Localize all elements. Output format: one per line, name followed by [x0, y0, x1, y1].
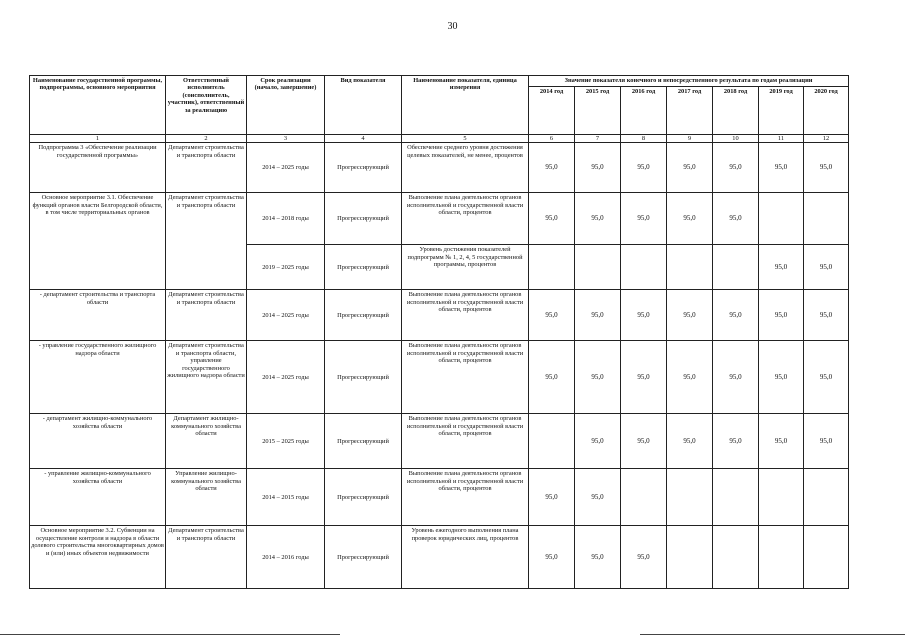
header-term: Срок реализации (начало, завершение) [247, 76, 325, 135]
column-number: 1 [30, 135, 166, 143]
value-cell: 95,0 [621, 526, 667, 589]
indicator-name-cell: Выполнение плана деятельности органов исполнительной и государственной власти области, процентов [402, 290, 529, 341]
column-number: 4 [325, 135, 402, 143]
value-cell [759, 469, 804, 526]
value-cell: 95,0 [759, 414, 804, 469]
value-cell [575, 245, 621, 290]
value-cell: 95,0 [575, 143, 621, 193]
column-number: 2 [166, 135, 247, 143]
table-row [30, 526, 849, 589]
value-cell: 95,0 [759, 245, 804, 290]
value-cell [621, 245, 667, 290]
scan-edge-line [0, 634, 340, 635]
indicator-name-cell: Выполнение плана деятельности органов исполнительной и государственной власти области, процентов [402, 193, 529, 245]
indicator-name-cell: Уровень достижения показателей подпрограмм № 1, 2, 4, 5 государственной программы, процентов [402, 245, 529, 290]
page-number: 30 [447, 21, 458, 32]
indicator-type-cell: Прогрессирующий [325, 469, 402, 526]
program-name-cell: Подпрограмма 3 «Обеспечение реализации государственной программы» [30, 143, 166, 193]
value-cell [804, 526, 849, 589]
header-year: 2019 год [759, 87, 804, 135]
header-year: 2016 год [621, 87, 667, 135]
term-cell: 2014 – 2025 годы [247, 341, 325, 414]
term-cell: 2014 – 2015 годы [247, 469, 325, 526]
header-year: 2017 год [667, 87, 713, 135]
value-cell: 95,0 [621, 143, 667, 193]
program-name-cell: - управление жилищно-коммунального хозяйства области [30, 469, 166, 526]
value-cell: 95,0 [575, 526, 621, 589]
value-cell [529, 414, 575, 469]
value-cell: 95,0 [804, 341, 849, 414]
indicator-name-cell: Выполнение плана деятельности органов исполнительной и государственной власти области, процентов [402, 414, 529, 469]
value-cell: 95,0 [529, 341, 575, 414]
value-cell: 95,0 [575, 290, 621, 341]
indicator-type-cell: Прогрессирующий [325, 414, 402, 469]
term-cell: 2019 – 2025 годы [247, 245, 325, 290]
value-cell: 95,0 [759, 290, 804, 341]
header-indicator-name: Наименование показателя, единица измерения [402, 76, 529, 135]
executor-cell: Департамент жилищно-коммунального хозяйства области [166, 414, 247, 469]
value-cell: 95,0 [804, 414, 849, 469]
value-cell: 95,0 [575, 469, 621, 526]
value-cell [759, 526, 804, 589]
value-cell [667, 469, 713, 526]
column-number: 12 [804, 135, 849, 143]
indicator-type-cell: Прогрессирующий [325, 245, 402, 290]
executor-cell: Департамент строительства и транспорта области [166, 290, 247, 341]
term-cell: 2014 – 2018 годы [247, 193, 325, 245]
term-cell: 2014 – 2016 годы [247, 526, 325, 589]
value-cell: 95,0 [667, 341, 713, 414]
value-cell: 95,0 [575, 193, 621, 245]
column-number: 5 [402, 135, 529, 143]
table-row [30, 193, 849, 245]
value-cell: 95,0 [667, 414, 713, 469]
value-cell: 95,0 [713, 290, 759, 341]
program-name-cell: Основное мероприятие 3.2. Субвенции на осуществление контроля и надзора в области долевого строительства многоквартирных домов и (или) иных объектов недвижимости [30, 526, 166, 589]
value-cell [804, 193, 849, 245]
column-number: 8 [621, 135, 667, 143]
indicator-name-cell: Обеспечение среднего уровня достижения целевых показателей, не менее, процентов [402, 143, 529, 193]
value-cell [759, 193, 804, 245]
indicator-name-cell: Уровень ежегодного выполнения плана проверок юридических лиц, процентов [402, 526, 529, 589]
executor-cell: Департамент строительства и транспорта области [166, 193, 247, 290]
column-number: 7 [575, 135, 621, 143]
value-cell: 95,0 [529, 193, 575, 245]
table-row [30, 341, 849, 414]
header-executor: Ответственный исполнитель (соисполнитель, участник), ответственный за реализацию [166, 76, 247, 135]
table-row [30, 143, 849, 193]
value-cell: 95,0 [804, 245, 849, 290]
program-name-cell: - управление государственного жилищного надзора области [30, 341, 166, 414]
column-number: 3 [247, 135, 325, 143]
value-cell: 95,0 [529, 526, 575, 589]
column-number: 9 [667, 135, 713, 143]
term-cell: 2014 – 2025 годы [247, 143, 325, 193]
value-cell [804, 469, 849, 526]
program-name-cell: - департамент строительства и транспорта области [30, 290, 166, 341]
indicators-table [29, 75, 849, 589]
table-row [30, 414, 849, 469]
value-cell [529, 245, 575, 290]
value-cell [621, 469, 667, 526]
value-cell: 95,0 [529, 469, 575, 526]
header-year: 2020 год [804, 87, 849, 135]
value-cell: 95,0 [713, 414, 759, 469]
value-cell: 95,0 [804, 143, 849, 193]
header-year: 2015 год [575, 87, 621, 135]
value-cell: 95,0 [667, 143, 713, 193]
value-cell: 95,0 [759, 143, 804, 193]
executor-cell: Департамент строительства и транспорта области [166, 526, 247, 589]
header-year: 2014 год [529, 87, 575, 135]
value-cell: 95,0 [804, 290, 849, 341]
program-name-cell: Основное мероприятие 3.1. Обеспечение функций органов власти Белгородской области, в том числе территориальных органов [30, 193, 166, 290]
table-row [30, 469, 849, 526]
value-cell: 95,0 [713, 341, 759, 414]
executor-cell: Управление жилищно-коммунального хозяйства области [166, 469, 247, 526]
header-values-group: Значение показателя конечного и непосредственного результата по годам реализации [529, 76, 849, 87]
column-number: 10 [713, 135, 759, 143]
value-cell: 95,0 [621, 290, 667, 341]
indicator-type-cell: Прогрессирующий [325, 290, 402, 341]
value-cell [713, 526, 759, 589]
value-cell: 95,0 [529, 143, 575, 193]
value-cell: 95,0 [667, 290, 713, 341]
indicator-name-cell: Выполнение плана деятельности органов исполнительной и государственной власти области, процентов [402, 341, 529, 414]
value-cell [667, 526, 713, 589]
value-cell [667, 245, 713, 290]
indicator-type-cell: Прогрессирующий [325, 526, 402, 589]
value-cell: 95,0 [575, 341, 621, 414]
indicator-type-cell: Прогрессирующий [325, 143, 402, 193]
indicator-type-cell: Прогрессирующий [325, 193, 402, 245]
value-cell: 95,0 [759, 341, 804, 414]
scan-edge-line [640, 634, 905, 635]
header-year: 2018 год [713, 87, 759, 135]
value-cell: 95,0 [713, 193, 759, 245]
value-cell: 95,0 [621, 341, 667, 414]
term-cell: 2015 – 2025 годы [247, 414, 325, 469]
term-cell: 2014 – 2025 годы [247, 290, 325, 341]
program-name-cell: - департамент жилищно-коммунального хозяйства области [30, 414, 166, 469]
executor-cell: Департамент строительства и транспорта области, управление государственного жилищного надзора области [166, 341, 247, 414]
value-cell: 95,0 [529, 290, 575, 341]
table-row [30, 290, 849, 341]
column-number: 6 [529, 135, 575, 143]
value-cell: 95,0 [621, 414, 667, 469]
value-cell [713, 245, 759, 290]
value-cell: 95,0 [667, 193, 713, 245]
value-cell [713, 469, 759, 526]
indicator-name-cell: Выполнение плана деятельности органов исполнительной и государственной власти области, процентов [402, 469, 529, 526]
column-number: 11 [759, 135, 804, 143]
executor-cell: Департамент строительства и транспорта области [166, 143, 247, 193]
value-cell: 95,0 [713, 143, 759, 193]
indicator-type-cell: Прогрессирующий [325, 341, 402, 414]
header-program-name: Наименование государственной программы, подпрограммы, основного мероприятия [30, 76, 166, 135]
value-cell: 95,0 [575, 414, 621, 469]
header-indicator-type: Вид показателя [325, 76, 402, 135]
value-cell: 95,0 [621, 193, 667, 245]
